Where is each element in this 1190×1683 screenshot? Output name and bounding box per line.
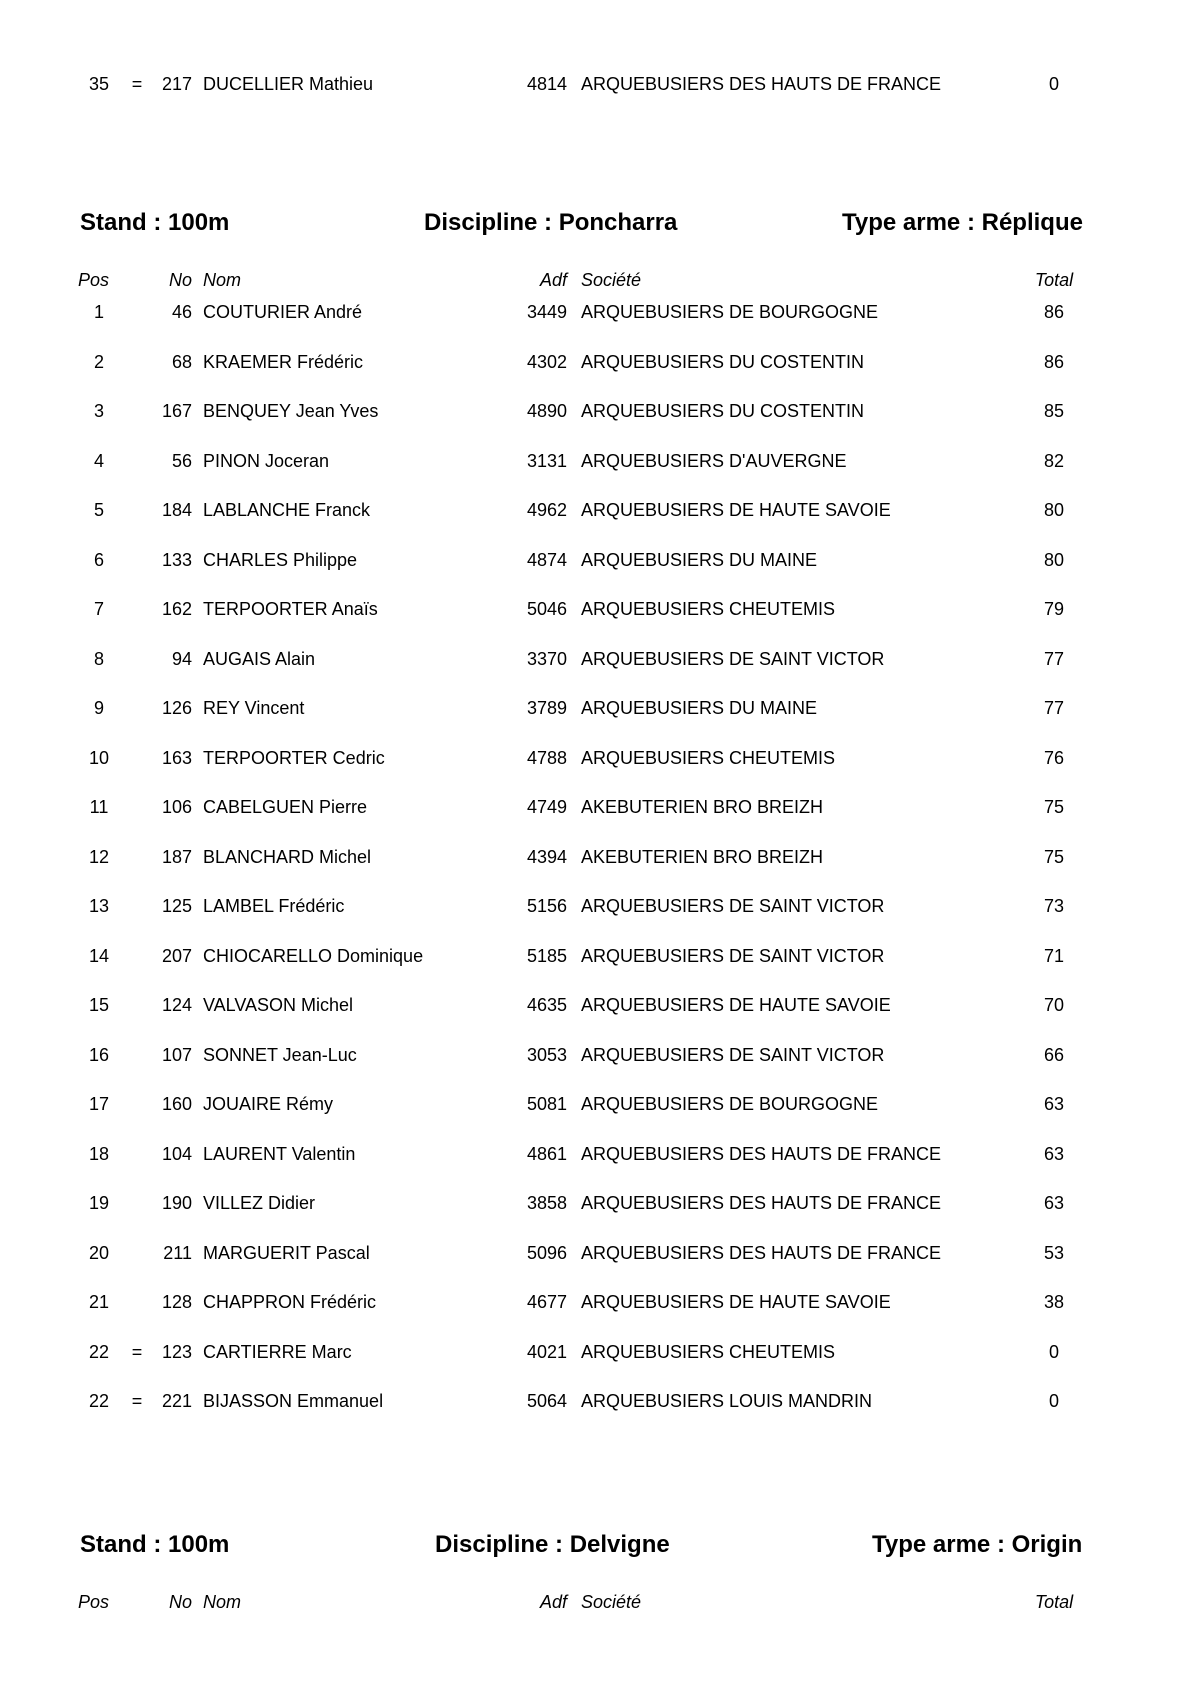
cell-no: 187 <box>161 847 192 867</box>
cell-societe: ARQUEBUSIERS CHEUTEMIS <box>581 748 836 768</box>
cell-no: 162 <box>161 599 192 619</box>
cell-adf: 4874 <box>526 550 567 570</box>
cell-societe: ARQUEBUSIERS DES HAUTS DE FRANCE <box>581 74 942 94</box>
cell-societe: ARQUEBUSIERS DU COSTENTIN <box>581 352 865 372</box>
cell-total: 0 <box>1048 1391 1059 1411</box>
cell-nom: TERPOORTER Anaïs <box>203 599 378 619</box>
cell-societe: ARQUEBUSIERS D'AUVERGNE <box>581 451 847 471</box>
cell-no: 211 <box>163 1243 192 1263</box>
cell-no: 163 <box>161 748 192 768</box>
cell-adf: 3449 <box>526 302 567 322</box>
cell-total: 77 <box>1043 649 1065 669</box>
table-row <box>0 548 1190 572</box>
table-row <box>0 1241 1190 1265</box>
table-row <box>0 795 1190 819</box>
cell-adf: 4890 <box>526 401 567 421</box>
cell-no: 128 <box>161 1292 192 1312</box>
cell-societe: ARQUEBUSIERS DE SAINT VICTOR <box>581 1045 885 1065</box>
cell-adf: 5046 <box>526 599 567 619</box>
cell-adf: 4394 <box>526 847 567 867</box>
cell-adf: 5064 <box>526 1391 567 1411</box>
cell-adf: 4749 <box>526 797 567 817</box>
cell-nom: REY Vincent <box>203 698 305 718</box>
header-societe: Société <box>581 270 642 290</box>
cell-no: 167 <box>161 401 192 421</box>
cell-nom: CABELGUEN Pierre <box>203 797 368 817</box>
stand-label: Stand : 100m <box>80 1531 230 1558</box>
cell-adf: 4635 <box>526 995 567 1015</box>
cell-pos: 3 <box>93 401 104 421</box>
table-row <box>0 845 1190 869</box>
table-row <box>0 350 1190 374</box>
header-adf: Adf <box>539 1592 567 1612</box>
cell-pos: 9 <box>93 698 104 718</box>
cell-societe: ARQUEBUSIERS DU MAINE <box>581 550 818 570</box>
stand-label: Stand : 100m <box>80 209 230 236</box>
cell-pos: 21 <box>88 1292 110 1312</box>
table-row <box>0 1389 1190 1413</box>
header-nom: Nom <box>203 270 242 290</box>
header-nom: Nom <box>203 1592 242 1612</box>
cell-adf: 5185 <box>526 946 567 966</box>
cell-nom: LAURENT Valentin <box>203 1144 356 1164</box>
cell-societe: ARQUEBUSIERS DE SAINT VICTOR <box>581 896 885 916</box>
cell-no: 107 <box>161 1045 192 1065</box>
cell-total: 53 <box>1043 1243 1065 1263</box>
type-arme-label: Type arme : Réplique <box>842 209 1083 236</box>
cell-no: 104 <box>161 1144 192 1164</box>
cell-societe: ARQUEBUSIERS DE HAUTE SAVOIE <box>581 995 891 1015</box>
cell-pos: 14 <box>88 946 110 966</box>
cell-pos: 17 <box>88 1094 110 1114</box>
cell-societe: ARQUEBUSIERS DE BOURGOGNE <box>581 1094 879 1114</box>
cell-societe: ARQUEBUSIERS DES HAUTS DE FRANCE <box>581 1144 942 1164</box>
cell-societe: ARQUEBUSIERS DES HAUTS DE FRANCE <box>581 1193 942 1213</box>
cell-societe: ARQUEBUSIERS DE HAUTE SAVOIE <box>581 500 891 520</box>
cell-no: 184 <box>161 500 192 520</box>
cell-total: 38 <box>1043 1292 1065 1312</box>
cell-total: 63 <box>1043 1144 1065 1164</box>
cell-no: 124 <box>161 995 192 1015</box>
cell-pos: 2 <box>93 352 104 372</box>
cell-adf: 4302 <box>526 352 567 372</box>
cell-societe: AKEBUTERIEN BRO BREIZH <box>581 797 824 817</box>
cell-pos: 22 <box>88 1391 110 1411</box>
cell-pos: 6 <box>93 550 104 570</box>
cell-nom: CHARLES Philippe <box>203 550 358 570</box>
cell-adf: 3053 <box>526 1045 567 1065</box>
cell-no: 106 <box>161 797 192 817</box>
table-row <box>0 1340 1190 1364</box>
table-row <box>0 1191 1190 1215</box>
header-no: No <box>168 1592 192 1612</box>
cell-adf: 4677 <box>526 1292 567 1312</box>
cell-societe: AKEBUTERIEN BRO BREIZH <box>581 847 824 867</box>
cell-adf: 5081 <box>526 1094 567 1114</box>
discipline-label: Discipline : Delvigne <box>435 1531 670 1558</box>
cell-adf: 3370 <box>526 649 567 669</box>
cell-societe: ARQUEBUSIERS CHEUTEMIS <box>581 1342 836 1362</box>
cell-no: 190 <box>161 1193 192 1213</box>
table-row <box>0 1043 1190 1067</box>
cell-no: 125 <box>161 896 192 916</box>
cell-societe: ARQUEBUSIERS DE HAUTE SAVOIE <box>581 1292 891 1312</box>
table-row <box>0 498 1190 522</box>
cell-nom: COUTURIER André <box>203 302 363 322</box>
cell-societe: ARQUEBUSIERS DU MAINE <box>581 698 818 718</box>
cell-societe: ARQUEBUSIERS LOUIS MANDRIN <box>581 1391 873 1411</box>
cell-no: 46 <box>171 302 192 322</box>
table-row <box>0 993 1190 1017</box>
cell-adf: 4814 <box>526 74 567 94</box>
cell-total: 77 <box>1043 698 1065 718</box>
cell-pos: 16 <box>88 1045 110 1065</box>
column-header-row <box>0 268 1190 292</box>
cell-no: 126 <box>161 698 192 718</box>
cell-nom: CHAPPRON Frédéric <box>203 1292 377 1312</box>
table-row <box>0 696 1190 720</box>
cell-nom: BLANCHARD Michel <box>203 847 372 867</box>
type-arme-label: Type arme : Origin <box>872 1531 1083 1558</box>
cell-pos: 8 <box>93 649 104 669</box>
cell-adf: 4788 <box>526 748 567 768</box>
cell-total: 76 <box>1043 748 1065 768</box>
cell-societe: ARQUEBUSIERS DE BOURGOGNE <box>581 302 879 322</box>
cell-nom: VALVASON Michel <box>203 995 354 1015</box>
table-row <box>0 944 1190 968</box>
cell-no: 207 <box>161 946 192 966</box>
section-title-delvigne <box>0 1529 1190 1561</box>
header-pos: Pos <box>78 1592 110 1612</box>
cell-pos: 10 <box>88 748 110 768</box>
cell-societe: ARQUEBUSIERS CHEUTEMIS <box>581 599 836 619</box>
cell-nom: PINON Joceran <box>203 451 330 471</box>
cell-pos: 22 <box>88 1342 110 1362</box>
cell-nom: VILLEZ Didier <box>203 1193 316 1213</box>
cell-total: 63 <box>1043 1094 1065 1114</box>
cell-pos: 15 <box>88 995 110 1015</box>
cell-total: 0 <box>1048 1342 1059 1362</box>
header-societe: Société <box>581 1592 642 1612</box>
cell-total: 71 <box>1043 946 1065 966</box>
cell-adf: 3789 <box>526 698 567 718</box>
column-header-row <box>0 1590 1190 1614</box>
cell-societe: ARQUEBUSIERS DES HAUTS DE FRANCE <box>581 1243 942 1263</box>
table-row <box>0 746 1190 770</box>
cell-total: 86 <box>1043 302 1065 322</box>
cell-adf: 5156 <box>526 896 567 916</box>
cell-adf: 4021 <box>526 1342 567 1362</box>
cell-total: 80 <box>1043 550 1065 570</box>
cell-pos: 1 <box>93 302 104 322</box>
cell-adf: 4962 <box>526 500 567 520</box>
cell-nom: KRAEMER Frédéric <box>203 352 364 372</box>
cell-total: 0 <box>1048 74 1059 94</box>
cell-pos: 4 <box>93 451 104 471</box>
cell-societe: ARQUEBUSIERS DU COSTENTIN <box>581 401 865 421</box>
cell-total: 80 <box>1043 500 1065 520</box>
table-row <box>0 894 1190 918</box>
cell-no: 160 <box>161 1094 192 1114</box>
cell-no: 68 <box>171 352 192 372</box>
cell-nom: JOUAIRE Rémy <box>203 1094 334 1114</box>
cell-total: 63 <box>1043 1193 1065 1213</box>
cell-total: 66 <box>1043 1045 1065 1065</box>
cell-pos: 7 <box>93 599 104 619</box>
cell-pos: 11 <box>89 797 109 817</box>
cell-total: 70 <box>1043 995 1065 1015</box>
cell-pos: 12 <box>88 847 110 867</box>
section-title-poncharra <box>0 207 1190 239</box>
table-row-carryover <box>0 72 1190 96</box>
cell-nom: TERPOORTER Cedric <box>203 748 385 768</box>
table-row <box>0 597 1190 621</box>
cell-societe: ARQUEBUSIERS DE SAINT VICTOR <box>581 649 885 669</box>
cell-nom: MARGUERIT Pascal <box>203 1243 370 1263</box>
table-row <box>0 300 1190 324</box>
cell-tie-marker: = <box>131 1391 143 1411</box>
cell-total: 86 <box>1043 352 1065 372</box>
cell-pos: 5 <box>93 500 104 520</box>
cell-no: 94 <box>171 649 192 669</box>
cell-tie-marker: = <box>131 74 143 94</box>
table-row <box>0 1290 1190 1314</box>
cell-societe: ARQUEBUSIERS DE SAINT VICTOR <box>581 946 885 966</box>
cell-nom: AUGAIS Alain <box>203 649 316 669</box>
table-row <box>0 449 1190 473</box>
cell-total: 73 <box>1043 896 1065 916</box>
cell-nom: LAMBEL Frédéric <box>203 896 345 916</box>
cell-nom: CHIOCARELLO Dominique <box>203 946 424 966</box>
cell-pos: 19 <box>88 1193 110 1213</box>
header-pos: Pos <box>78 270 110 290</box>
cell-no: 221 <box>161 1391 192 1411</box>
header-total: Total <box>1034 1592 1074 1612</box>
table-row <box>0 399 1190 423</box>
cell-adf: 3131 <box>526 451 567 471</box>
cell-total: 75 <box>1043 847 1065 867</box>
cell-adf: 3858 <box>526 1193 567 1213</box>
cell-no: 133 <box>161 550 192 570</box>
table-row <box>0 1142 1190 1166</box>
cell-tie-marker: = <box>131 1342 143 1362</box>
cell-total: 79 <box>1043 599 1065 619</box>
cell-pos: 13 <box>88 896 110 916</box>
discipline-label: Discipline : Poncharra <box>424 209 678 236</box>
header-no: No <box>168 270 192 290</box>
table-row <box>0 647 1190 671</box>
cell-no: 123 <box>161 1342 192 1362</box>
cell-nom: DUCELLIER Mathieu <box>203 74 374 94</box>
cell-nom: LABLANCHE Franck <box>203 500 371 520</box>
cell-nom: CARTIERRE Marc <box>203 1342 352 1362</box>
cell-adf: 4861 <box>526 1144 567 1164</box>
header-adf: Adf <box>539 270 567 290</box>
cell-pos: 20 <box>88 1243 110 1263</box>
cell-no: 56 <box>171 451 192 471</box>
cell-pos: 35 <box>88 74 110 94</box>
table-row <box>0 1092 1190 1116</box>
cell-total: 85 <box>1043 401 1065 421</box>
header-total: Total <box>1034 270 1074 290</box>
cell-nom: SONNET Jean-Luc <box>203 1045 357 1065</box>
cell-adf: 5096 <box>526 1243 567 1263</box>
cell-nom: BIJASSON Emmanuel <box>203 1391 384 1411</box>
cell-total: 82 <box>1043 451 1065 471</box>
cell-total: 75 <box>1043 797 1065 817</box>
cell-pos: 18 <box>88 1144 110 1164</box>
cell-no: 217 <box>161 74 192 94</box>
cell-nom: BENQUEY Jean Yves <box>203 401 379 421</box>
